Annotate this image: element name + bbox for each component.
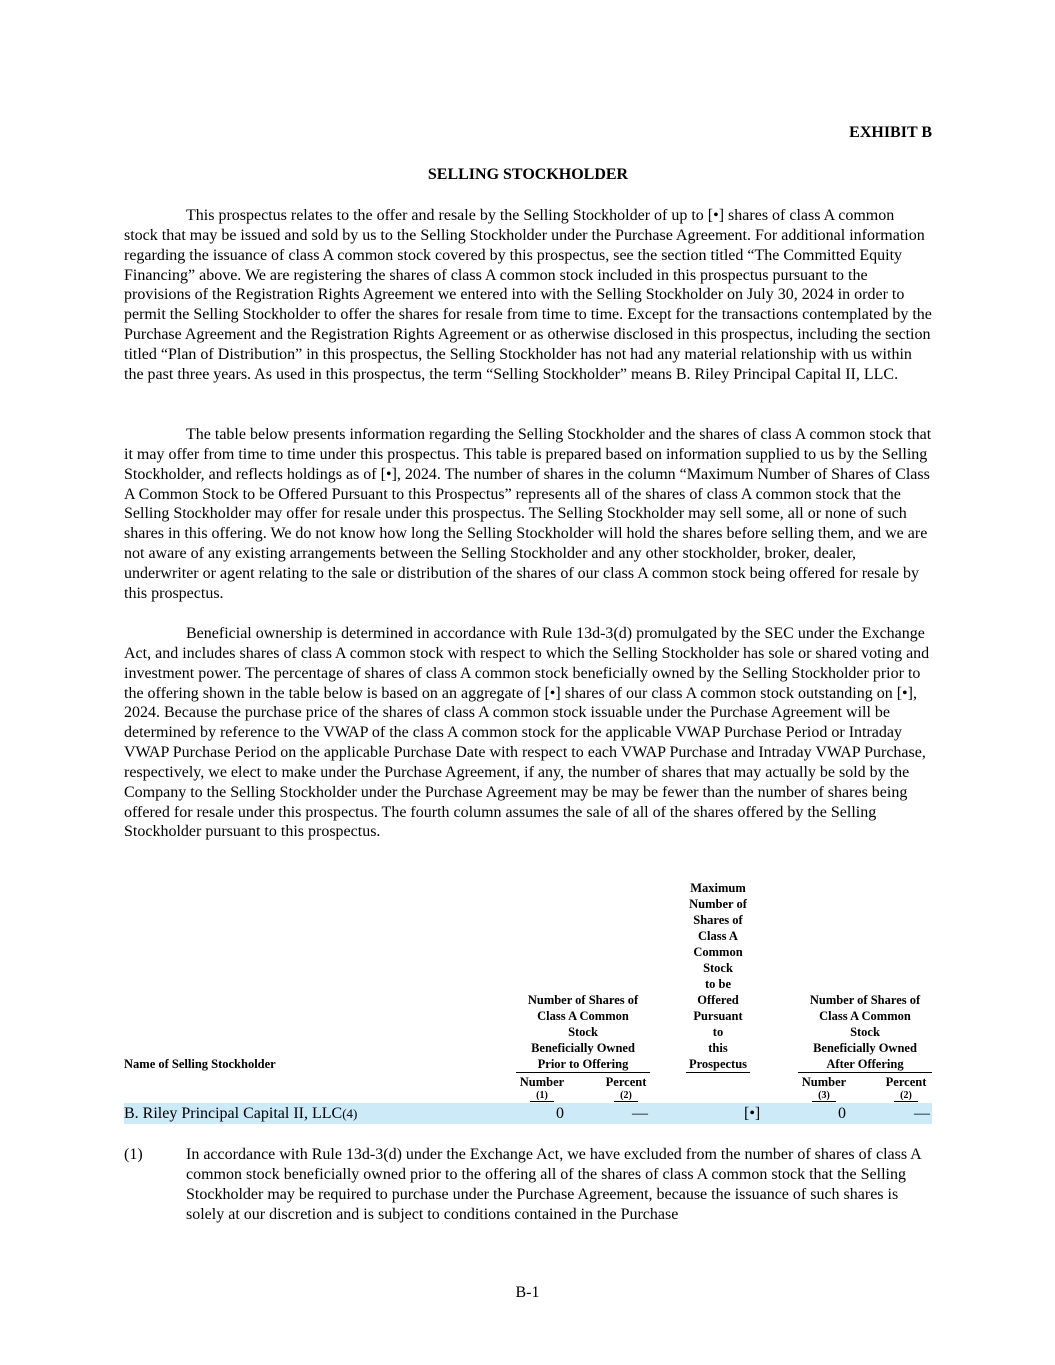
header-line: Offered xyxy=(697,993,739,1007)
prior-offering-header xyxy=(516,992,650,1072)
subheader-note xyxy=(600,1089,652,1102)
subheader-percent-after xyxy=(880,1075,932,1102)
stockholder-name: B. Riley Principal Capital II, LLC xyxy=(124,1105,343,1122)
stockholder-name-cell xyxy=(124,1103,357,1124)
header-line: After Offering xyxy=(826,1057,904,1071)
header-underline xyxy=(798,1072,932,1073)
header-line: Prior to Offering xyxy=(537,1057,629,1071)
subheader-label: Percent xyxy=(605,1075,647,1089)
header-line: Class A xyxy=(698,929,738,943)
paragraph-intro: This prospectus relates to the offer and resale by the Selling Stockholder of up to [•] shares of class A common stock that may be issued and sold by us to the Selling Stockholder under the Purchase Agreement. For additional information regarding the issuance of class A common stock covered by this prospectus, see the section titled “The Committed Equity Financing” above. We are registering the shares of class A common stock included in this prospectus pursuant to the provisions of the Registration Rights Agreement we entered into with the Selling Stockholder on July 30, 2024 in order to permit the Selling Stockholder to offer the shares for resale from time to time. Except for the transactions contemplated by the Purchase Agreement and the Registration Rights Agreement or as otherwise disclosed in this prospectus, including the section titled “Plan of Distribution” in this prospectus, the Selling Stockholder has not had any material relationship with us within the past three years. As used in this prospectus, the term “Selling Stockholder” means B. Riley Principal Capital II, LLC. xyxy=(124,207,932,383)
header-line: Beneficially Owned xyxy=(813,1041,917,1055)
note-ref: (3) xyxy=(812,1090,836,1102)
subheader-percent-before xyxy=(600,1075,652,1102)
table-row xyxy=(124,1103,932,1124)
header-line: Shares of xyxy=(693,913,743,927)
header-line: Pursuant xyxy=(693,1009,743,1023)
selling-stockholder-table xyxy=(124,880,932,1130)
footnote-text: In accordance with Rule 13d-3(d) under the Exchange Act, we have excluded from the number of shares of class A common stock beneficially owned prior to the offering all of the shares of class A common stock that the Selling Stockholder may be required to purchase under the Purchase Agreement, because the issuance of such shares is solely at our discretion and is subject to conditions contained in the Purchase xyxy=(186,1146,921,1223)
exhibit-label: EXHIBIT B xyxy=(849,124,932,141)
max-shares-header xyxy=(682,880,754,1072)
header-line: Class A Common xyxy=(819,1009,911,1023)
page-number: B-1 xyxy=(515,1284,540,1301)
header-line: Number of Shares of xyxy=(809,993,921,1007)
header-line: this xyxy=(708,1041,728,1055)
subheader-number-after xyxy=(798,1075,850,1102)
header-line: to be xyxy=(704,977,732,991)
header-line: Stock xyxy=(703,961,733,975)
section-title: SELLING STOCKHOLDER xyxy=(427,166,629,183)
footnote-mark: (1) xyxy=(124,1146,143,1163)
header-underline xyxy=(686,1072,750,1073)
header-line: Beneficially Owned xyxy=(531,1041,635,1055)
max-offered-cell: [•] xyxy=(744,1105,761,1122)
paragraph-beneficial-ownership: Beneficial ownership is determined in accordance with Rule 13d-3(d) promulgated by the SEC under the Exchange Act, and includes shares of class A common stock with respect to which the Selling Stockholder has sole or shared voting and investment power. The percentage of shares of class A common stock beneficially owned by the Selling Stockholder prior to the offering shown in the table below is based on an aggregate of [•] shares of our class A common stock outstanding on [•], 2024. Because the purchase price of the shares of class A common stock issuable under the Purchase Agreement will be determined by reference to the VWAP of the class A common stock for the applicable VWAP Purchase Period or Intraday VWAP Purchase Period on the applicable Purchase Date with respect to each VWAP Purchase and Intraday VWAP Purchase, respectively, we elect to make under the Purchase Agreement, if any, the number of shares that may actually be sold by the Company to the Selling Stockholder under the Purchase Agreement may be may be fewer than the number of shares being offered for resale under this prospectus. The fourth column assumes the sale of all of the shares offered by the Selling Stockholder pursuant to this prospectus. xyxy=(124,625,930,841)
subheader-number-before xyxy=(516,1075,568,1102)
header-line: to xyxy=(712,1025,724,1039)
subheader-label: Number xyxy=(519,1075,565,1089)
header-line: Number of xyxy=(689,897,747,911)
header-underline xyxy=(516,1072,650,1073)
percent-after-cell: — xyxy=(914,1105,930,1122)
name-column-header: Name of Selling Stockholder xyxy=(124,1057,276,1071)
after-offering-header xyxy=(798,992,932,1072)
percent-before-cell: — xyxy=(632,1105,648,1122)
note-ref: (1) xyxy=(530,1090,554,1102)
note-ref: (2) xyxy=(614,1090,638,1102)
note-ref: (2) xyxy=(894,1090,918,1102)
footnote-ref: (4) xyxy=(342,1106,358,1121)
number-after-cell: 0 xyxy=(838,1105,846,1122)
header-line: Common xyxy=(693,945,743,959)
header-line: Number of Shares of xyxy=(527,993,639,1007)
number-before-cell: 0 xyxy=(556,1105,564,1122)
subheader-note xyxy=(516,1089,568,1102)
header-line: Class A Common xyxy=(537,1009,629,1023)
subheader-note xyxy=(880,1089,932,1102)
header-line: Maximum xyxy=(690,881,746,895)
paragraph-table-description: The table below presents information regarding the Selling Stockholder and the shares of class A common stock that it may offer from time to time under this prospectus. This table is prepared based on information supplied to us by the Selling Stockholder, and reflects holdings as of [•], 2024. The number of shares in the column “Maximum Number of Shares of Class A Common Stock to be Offered Pursuant to this Prospectus” represents all of the shares of class A common stock that the Selling Stockholder may offer for resale under this prospectus. The Selling Stockholder may sell some, all or none of such shares in this offering. We do not know how long the Selling Stockholder will hold the shares before selling them, and we are not aware of any existing arrangements between the Selling Stockholder and any other stockholder, broker, dealer, underwriter or agent relating to the sale or distribution of the shares of our class A common stock being offered for resale by this prospectus. xyxy=(124,426,932,602)
header-line: Prospectus xyxy=(688,1057,748,1071)
subheader-label: Number xyxy=(801,1075,847,1089)
header-line: Stock xyxy=(850,1025,880,1039)
subheader-note xyxy=(798,1089,850,1102)
header-line: Stock xyxy=(568,1025,598,1039)
subheader-label: Percent xyxy=(885,1075,927,1089)
